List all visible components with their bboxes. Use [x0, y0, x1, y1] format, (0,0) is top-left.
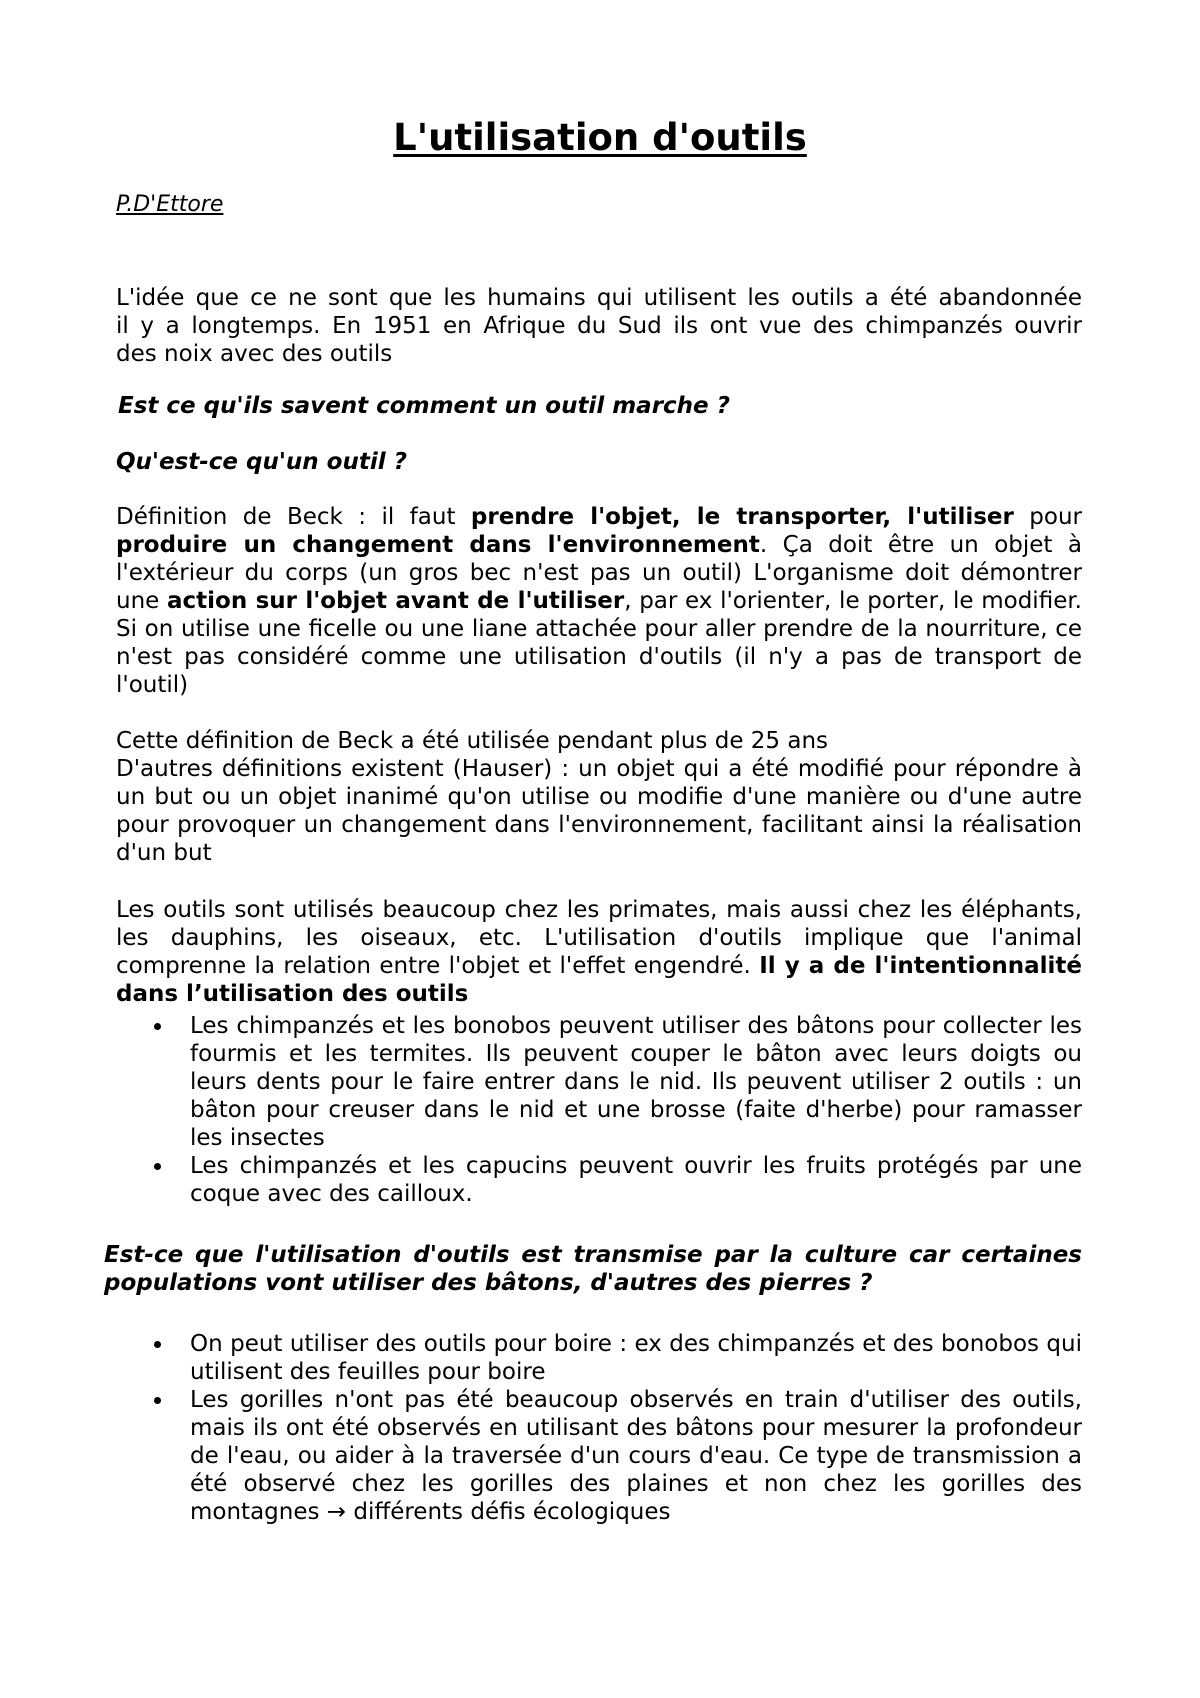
usage-bold: Il y a de l'intentionnalité dans l’utilisation des outils	[116, 953, 1082, 1007]
beck-text-4: , par ex l'orienter, le porter, le modifier. Si on utilise une ficelle ou une liane attachée pour aller prendre de la nourriture, ce n'est pas considéré comme une utilisation d'outils (il n'y a pas de transport de l'outil)	[116, 588, 1082, 698]
beck-bold-2: produire un changement dans l'environnement	[116, 532, 760, 558]
beck-duration-line: Cette définition de Beck a été utilisée pendant plus de 25 ans	[116, 728, 829, 754]
beck-bold-3: action sur l'objet avant de l'utiliser	[167, 588, 625, 614]
list-item: Les gorilles n'ont pas été beaucoup observés en train d'utiliser des outils, mais ils ont été observés en utilisant des bâtons pour mesurer la profondeur de l'eau, ou aider à la traversée d'un cours d'eau. Ce type de transmission a été observé chez les gorilles des plaines et non chez les gorilles des montagnes → différents défis écologiques	[116, 1386, 1082, 1526]
usage-text: Les outils sont utilisés beaucoup chez les primates, mais aussi chez les éléphants, les dauphins, les oiseaux, etc. L'utilisation d'outils implique que l'animal comprenne la relation entre l'objet et l'effet engendré.	[116, 897, 1082, 979]
document-author: P.D'Ettore	[116, 192, 224, 217]
beck-text-1: Définition de Beck : il faut	[116, 504, 471, 530]
question-culture-transmission: Est-ce que l'utilisation d'outils est transmise par la culture car certaines populations vont utiliser des bâtons, d'autres des pierres ?	[104, 1242, 1082, 1296]
other-definitions-paragraph: D'autres définitions existent (Hauser) : un objet qui a été modifié pour répondre à un but ou un objet inanimé qu'on utilise ou modifie d'une manière ou d'une autre pour provoquer un changement dans l'environnement, facilitant ainsi la réalisation d'un but	[116, 756, 1082, 866]
document-title: L'utilisation d'outils	[393, 116, 807, 159]
tool-usage-paragraph	[116, 896, 1082, 1008]
question-what-is-tool: Qu'est-ce qu'un outil ?	[116, 449, 407, 475]
beck-definition-paragraph	[116, 503, 1082, 699]
list-item: Les chimpanzés et les capucins peuvent ouvrir les fruits protégés par une coque avec des cailloux.	[116, 1152, 1082, 1208]
intro-line-3: des noix avec des outils	[116, 341, 393, 367]
intro-line-2: il y a longtemps. En 1951 en Afrique du Sud ils ont vue des chimpanzés ouvrir	[116, 313, 1082, 339]
beck-text-2: pour	[1013, 504, 1082, 530]
list-item: On peut utiliser des outils pour boire : ex des chimpanzés et des bonobos qui utilisent des feuilles pour boire	[116, 1330, 1082, 1386]
list-item: Les chimpanzés et les bonobos peuvent utiliser des bâtons pour collecter les fourmis et les termites. Ils peuvent couper le bâton avec leurs doigts ou leurs dents pour le faire entrer dans le nid. Ils peuvent utiliser 2 outils : un bâton pour creuser dans le nid et une brosse (faite d'herbe) pour ramasser les insectes	[116, 1012, 1082, 1152]
primate-tool-list	[116, 1012, 1082, 1208]
drinking-tool-list	[116, 1330, 1082, 1526]
beck-text-3: . Ça doit être un objet à l'extérieur du corps (un gros bec n'est pas un outil) L'organisme doit démontrer une	[116, 532, 1082, 614]
intro-line-1: L'idée que ce ne sont que les humains qui utilisent les outils a été abandonnée	[116, 285, 1082, 311]
beck-bold-1: prendre l'objet, le transporter, l'utiliser	[470, 504, 1014, 530]
question-how-tool-works: Est ce qu'ils savent comment un outil marche ?	[118, 393, 730, 419]
intro-paragraph	[116, 284, 1082, 368]
